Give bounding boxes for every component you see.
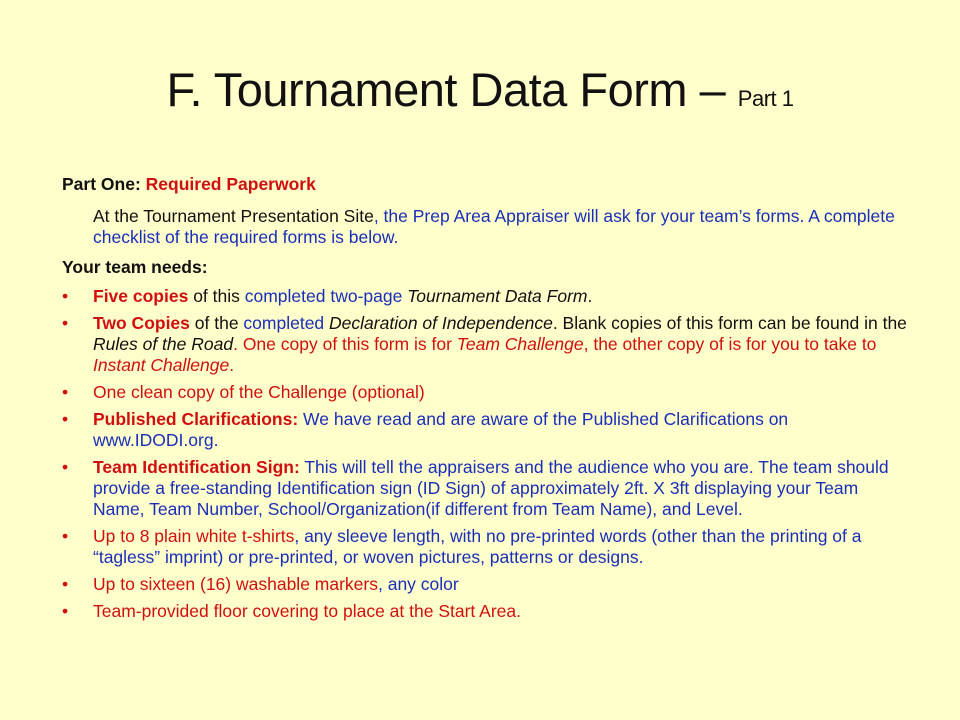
slide-body [62, 174, 912, 628]
bullet-marker: • [62, 313, 69, 333]
list-item-floor-covering: • Team-provided floor covering to place at the Start Area. [62, 601, 522, 621]
title-main: F. Tournament Data Form – [166, 63, 738, 116]
requirements-list [62, 286, 912, 622]
list-item-markers: • Up to sixteen (16) washable markers, any color [62, 574, 459, 594]
bullet-marker: • [62, 574, 69, 594]
list-item-team-id-sign: • Team Identification Sign: This will tell the appraisers and the audience who you are. The team should provide a free-standing Identification sign (ID Sign) of approximately 2ft. X 3ft displaying your Team Name, Team Number, School/Organization(if different from Team Name), and Level. [62, 457, 889, 519]
intro-paragraph [62, 206, 912, 248]
list-item-challenge-copy: • One clean copy of the Challenge (optional) [62, 382, 425, 402]
intro-blue: , the Prep Area Appraiser will ask for your team’s forms. A complete checklist of the required forms is below. [93, 206, 895, 247]
list-item-five-copies: • Five copies of this completed two-page Tournament Data Form. [62, 286, 593, 306]
bullet-marker: • [62, 286, 69, 306]
bullet-marker: • [62, 526, 69, 546]
list-item-two-copies: • Two Copies of the completed Declaration of Independence. Blank copies of this form can be found in the Rules of the Road. One copy of this form is for Team Challenge, the other copy of is for you to take to Instant Challenge. [62, 313, 907, 375]
list-item-published-clarifications: • Published Clarifications: We have read and are aware of the Published Clarifications on www.IDODI.org. [62, 409, 789, 450]
needs-label: Your team needs: [62, 257, 208, 277]
slide-title [0, 62, 960, 127]
title-suffix: Part 1 [737, 86, 794, 111]
bullet-marker: • [62, 457, 69, 477]
bullet-marker: • [62, 382, 69, 402]
list-item-t-shirts: • Up to 8 plain white t-shirts, any sleeve length, with no pre-printed words (other than the printing of a “tagless” imprint) or pre-printed, or woven pictures, patterns or designs. [62, 526, 862, 567]
intro-black: At the Tournament Presentation Site [93, 206, 374, 226]
heading-prefix: Part One: [62, 174, 146, 194]
bullet-marker: • [62, 601, 69, 621]
part-one-heading [62, 174, 912, 195]
bullet-marker: • [62, 409, 69, 429]
heading-highlight: Required Paperwork [145, 174, 316, 194]
